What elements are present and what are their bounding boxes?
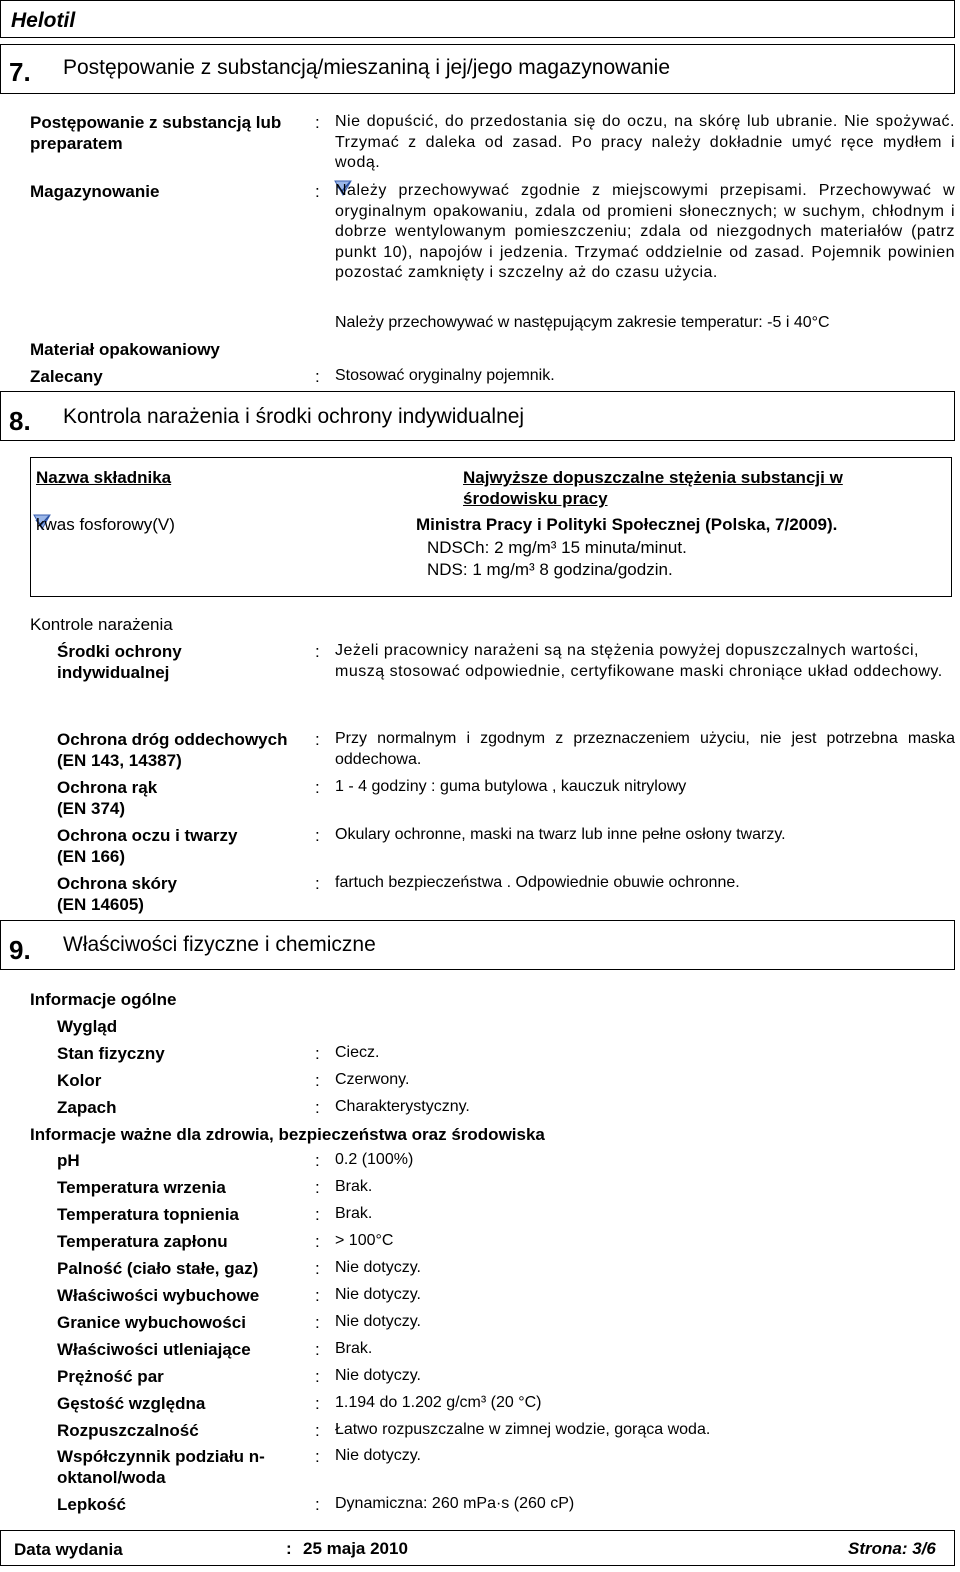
property-label: Rozpuszczalność <box>57 1421 199 1440</box>
property-value: Łatwo rozpuszczalne w zimnej wodzie, gorąca woda. <box>335 1421 711 1438</box>
table-header-limits: Najwyższe dopuszczalne stężenia substancji w środowisku pracy <box>463 468 843 508</box>
appearance-label: Wygląd <box>57 1017 118 1036</box>
ppe-label: Środki ochrony indywidualnej <box>57 642 182 682</box>
property-label: Temperatura wrzenia <box>57 1178 226 1197</box>
colon: : <box>315 1044 320 1063</box>
respiratory-text: Przy normalnym i zgodnym z przeznaczeniem użyciu, nie jest potrzebna maska oddechowa. <box>335 730 955 768</box>
skin-protection-label: Ochrona skóry (EN 14605) <box>57 874 177 914</box>
property-label: Palność (ciało stałe, gaz) <box>57 1259 259 1278</box>
colon: : <box>315 1313 320 1332</box>
colon: : <box>315 1367 320 1386</box>
product-name: Helotil <box>11 9 76 32</box>
colon: : <box>315 1447 320 1466</box>
handling-label: Postępowanie z substancją lub preparatem <box>30 113 282 153</box>
property-label: Kolor <box>57 1071 102 1090</box>
property-value: Dynamiczna: 260 mPa·s (260 cP) <box>335 1495 575 1512</box>
colon: : <box>315 113 320 132</box>
colon: : <box>315 1286 320 1305</box>
colon: : <box>315 778 320 797</box>
colon: : <box>286 1539 292 1558</box>
property-value: Czerwony. <box>335 1071 410 1088</box>
colon: : <box>315 1178 320 1197</box>
storage-label: Magazynowanie <box>30 182 160 201</box>
section-7-number: 7. <box>9 57 31 87</box>
colon: : <box>315 1495 320 1514</box>
section-8-title: Kontrola narażenia i środki ochrony indywidualnej <box>63 405 525 428</box>
property-label: Gęstość względna <box>57 1394 206 1413</box>
storage-temperature: Należy przechowywać w następującym zakresie temperatur: -5 i 40°C <box>335 314 830 331</box>
ppe-text: Jeżeli pracownicy narażeni są na stężenia powyżej dopuszczalnych wartości, muszą stosować odpowiednie, certyfikowane maski chroniące układ oddechowy. <box>335 642 943 680</box>
property-value: Brak. <box>335 1178 373 1195</box>
property-value: Brak. <box>335 1205 373 1222</box>
property-label: Zapach <box>57 1098 117 1117</box>
recommended-label: Zalecany <box>30 367 103 386</box>
exposure-controls-label: Kontrole narażenia <box>30 615 173 634</box>
property-value: 1.194 do 1.202 g/cm³ (20 °C) <box>335 1394 542 1411</box>
document-header <box>0 0 955 38</box>
table-row-nds: NDS: 1 mg/m³ 8 godzina/godzin. <box>427 560 673 579</box>
hand-protection-text: 1 - 4 godziny : guma butylowa , kauczuk nitrylowy <box>335 778 687 795</box>
colon: : <box>315 874 320 893</box>
handling-text: Nie dopuścić, do przedostania się do oczu, na skórę lub ubranie. Nie spożywać. Trzymać z daleka od zasad. Po pracy należy dokładnie umyć ręce mydłem i wodą. <box>335 113 955 171</box>
property-label: Prężność par <box>57 1367 164 1386</box>
section-9-title: Właściwości fizyczne i chemiczne <box>63 933 376 956</box>
property-label: pH <box>57 1151 80 1170</box>
colon: : <box>315 1205 320 1224</box>
colon: : <box>315 642 320 661</box>
property-value: Ciecz. <box>335 1044 380 1061</box>
table-header-component: Nazwa składnika <box>36 468 172 487</box>
property-label: Współczynnik podziału n-oktanol/woda <box>57 1447 265 1487</box>
section-8-number: 8. <box>9 406 31 436</box>
respiratory-label: Ochrona dróg oddechowych (EN 143, 14387) <box>57 730 288 770</box>
colon: : <box>315 1421 320 1440</box>
table-row-component: kwas fosforowy(V) <box>36 515 175 534</box>
property-label: Temperatura zapłonu <box>57 1232 228 1251</box>
colon: : <box>315 1259 320 1278</box>
property-label: Temperatura topnienia <box>57 1205 239 1224</box>
section-9-number: 9. <box>9 935 31 965</box>
section-7-heading <box>0 44 955 94</box>
general-info-label: Informacje ogólne <box>30 990 177 1009</box>
table-row-ndsch: NDSCh: 2 mg/m³ 15 minuta/minut. <box>427 538 687 557</box>
colon: : <box>315 826 320 845</box>
property-value: Charakterystyczny. <box>335 1098 470 1115</box>
colon: : <box>315 1098 320 1117</box>
colon: : <box>315 367 320 386</box>
property-label: Właściwości wybuchowe <box>57 1286 260 1305</box>
section-7-title: Postępowanie z substancją/mieszaniną i jej/jego magazynowanie <box>63 56 671 79</box>
property-value: 0.2 (100%) <box>335 1151 414 1168</box>
skin-protection-text: fartuch bezpieczeństwa . Odpowiednie obuwie ochronne. <box>335 874 740 891</box>
property-value: Nie dotyczy. <box>335 1447 421 1464</box>
property-label: Stan fizyczny <box>57 1044 165 1063</box>
table-row-source: Ministra Pracy i Polityki Społecznej (Polska, 7/2009). <box>416 515 838 534</box>
recommended-text: Stosować oryginalny pojemnik. <box>335 367 555 384</box>
colon: : <box>315 1071 320 1090</box>
health-info-label: Informacje ważne dla zdrowia, bezpieczeństwa oraz środowiska <box>30 1125 545 1144</box>
storage-text: Należy przechowywać zgodnie z miejscowymi przepisami. Przechowywać w oryginalnym opakowaniu, zdala od promieni słonecznych; w suchym, chłodnym i dobrze wentylowanym pomieszczeniu; zdala od niezgodnych materiałów (patrz punkt 10), napojów i jedzenia. Trzymać oddzielnie od zasad. Pojemnik powinien pozostać zamknięty i szczelny aż do czasu użycia. <box>335 182 955 281</box>
property-value: > 100°C <box>335 1232 394 1249</box>
property-value: Nie dotyczy. <box>335 1259 421 1276</box>
property-label: Właściwości utleniające <box>57 1340 251 1359</box>
property-label: Lepkość <box>57 1495 126 1514</box>
colon: : <box>315 182 320 201</box>
document-footer <box>0 1530 955 1566</box>
property-label: Granice wybuchowości <box>57 1313 246 1332</box>
colon: : <box>315 1340 320 1359</box>
colon: : <box>315 1232 320 1251</box>
property-value: Nie dotyczy. <box>335 1367 421 1384</box>
issue-date-label: Data wydania <box>14 1540 123 1559</box>
colon: : <box>315 730 320 749</box>
section-9-heading <box>0 920 955 970</box>
issue-date-value: 25 maja 2010 <box>303 1539 408 1558</box>
packaging-label: Materiał opakowaniowy <box>30 340 220 359</box>
property-value: Nie dotyczy. <box>335 1286 421 1303</box>
section-8-heading <box>0 391 955 441</box>
colon: : <box>315 1394 320 1413</box>
eye-protection-label: Ochrona oczu i twarzy (EN 166) <box>57 826 238 866</box>
property-value: Nie dotyczy. <box>335 1313 421 1330</box>
colon: : <box>315 1151 320 1170</box>
property-value: Brak. <box>335 1340 373 1357</box>
page-number: Strona: 3/6 <box>848 1539 936 1558</box>
hand-protection-label: Ochrona rąk (EN 374) <box>57 778 158 818</box>
eye-protection-text: Okulary ochronne, maski na twarz lub inne pełne osłony twarzy. <box>335 826 786 843</box>
